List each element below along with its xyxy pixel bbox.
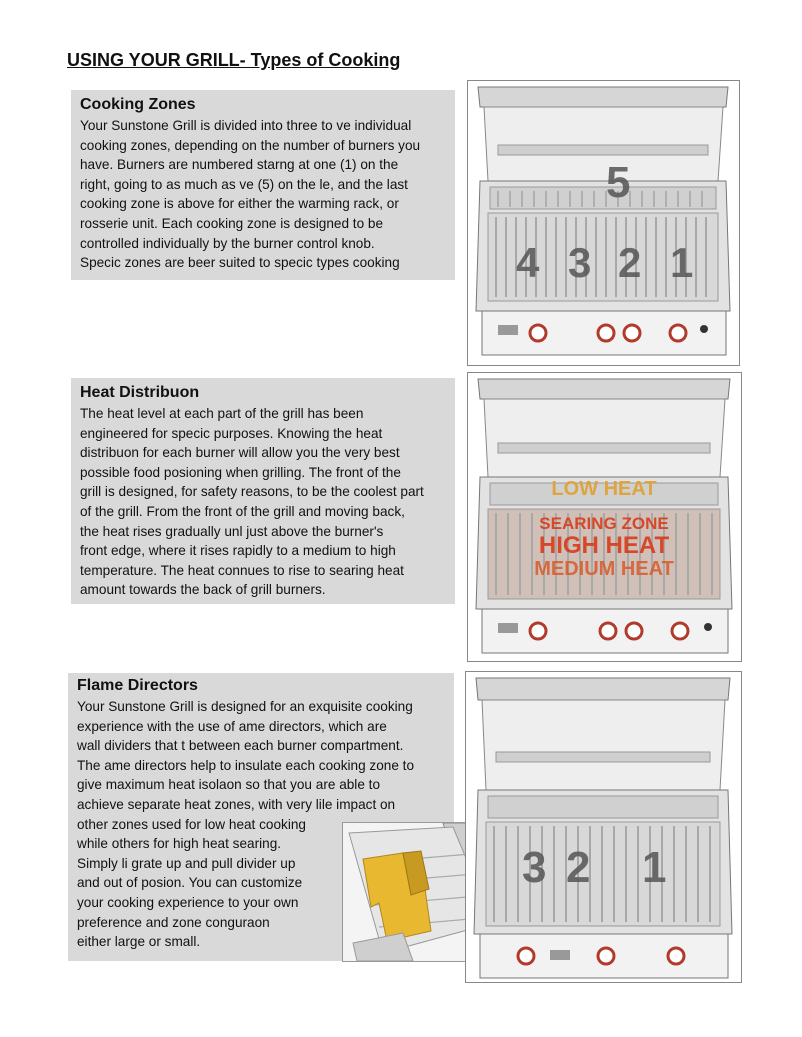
text-line: distribuon for each burner will allow you the very best (80, 445, 400, 461)
text-line: achieve separate heat zones, with very lile impact on (77, 796, 396, 812)
cooking-zones-heading: Cooking Zones (80, 96, 196, 113)
text-line: of the grill. From the front of the grill and moving back, (80, 503, 405, 519)
heat-label-high: HIGH HEAT (538, 532, 670, 559)
zone-number: 2 (618, 239, 642, 286)
flame-directors-grill-image (465, 671, 742, 983)
text-line: give maximum heat isolaon so that you are able to (77, 777, 381, 793)
heat-label-low: LOW HEAT (551, 478, 657, 500)
cooking-zones-box (71, 90, 455, 280)
text-line: grill is designed, for safety reasons, to be the coolest part (80, 484, 424, 500)
text-line: and out of posion. You can customize (77, 875, 303, 891)
heat-label-searing: SEARING ZONE (539, 514, 669, 533)
text-line: right, going to as much as ve (5) on the le, and the last (80, 176, 408, 192)
text-line: Simply li grate up and pull divider up (77, 855, 296, 871)
text-line: either large or small. (77, 934, 201, 950)
text-line: possible food posioning when grilling. The front of the (80, 464, 401, 480)
text-line: engineered for specic purposes. Knowing the heat (80, 425, 383, 441)
heat-label-medium: MEDIUM HEAT (534, 558, 674, 580)
text-line: experience with the use of ame directors, which are (77, 718, 387, 734)
text-line: preference and zone conguraon (77, 914, 270, 930)
zone-number: 5 (606, 158, 631, 207)
zone-number: 1 (670, 239, 694, 286)
text-line: amount towards the back of grill burners. (80, 582, 326, 598)
zone-number: 4 (516, 239, 540, 286)
text-line: the heat rises gradually unl just above the burner's (80, 523, 384, 539)
text-line: your cooking experience to your own (77, 894, 299, 910)
zone-number: 1 (642, 843, 667, 892)
text-line: cooking zone is above for either the warming rack, or (80, 196, 399, 212)
text-line: controlled individually by the burner control knob. (80, 235, 375, 251)
text-line: rosserie unit. Each cooking zone is designed to be (80, 215, 384, 231)
page-title: USING YOUR GRILL- Types of Cooking (67, 50, 401, 70)
text-line: cooking zones, depending on the number of burners you (80, 137, 421, 153)
zone-number: 3 (568, 239, 592, 286)
text-line: The ame directors help to insulate each cooking zone to (77, 757, 415, 773)
text-line: temperature. The heat connues to rise to searing heat (80, 562, 404, 578)
text-line: other zones used for low heat cooking (77, 816, 306, 832)
cooking-zones-text (80, 116, 446, 273)
text-line: The heat level at each part of the grill has been (80, 406, 364, 421)
text-line: front edge, where it rises rapidly to a medium to high (80, 543, 396, 559)
heat-distribution-box (71, 378, 455, 604)
text-line: Your Sunstone Grill is divided into three to ve individual (80, 118, 412, 133)
heat-distribution-text (80, 404, 446, 600)
zone-number: 2 (566, 843, 591, 892)
flame-directors-heading: Flame Directors (77, 677, 198, 694)
text-line: Your Sunstone Grill is designed for an exquisite cooking (77, 699, 413, 714)
text-line: Specic zones are beer suited to specic types cooking (80, 255, 400, 271)
heat-distribution-heading: Heat Distribuon (80, 384, 200, 401)
text-line: while others for high heat searing. (77, 836, 282, 852)
grill-zones-image (467, 80, 740, 366)
heat-distribution-image (467, 372, 742, 662)
text-line: have. Burners are numbered starng at one (1) on the (80, 157, 399, 173)
zone-number: 3 (522, 843, 547, 892)
text-line: wall dividers that t between each burner compartment. (77, 738, 404, 754)
